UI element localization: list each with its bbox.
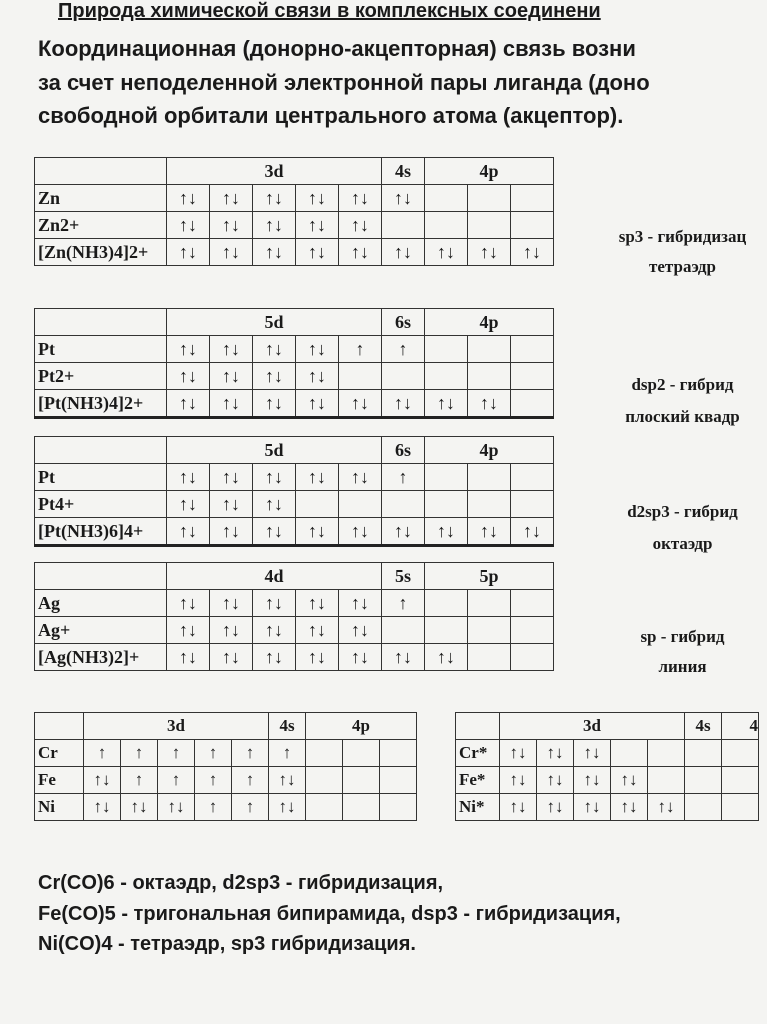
row-label: [Ag(NH3)2]+ [35,644,167,671]
summary-line-fe: Fe(CO)5 - тригональная бипирамида, dsp3 - гибридизация, [38,903,621,925]
orbital-cell: ↑↓ [84,794,121,821]
header-p: 5p [425,563,554,590]
header-p: 4p [425,158,554,185]
orbital-cell [511,491,554,518]
row-label: [Pt(NH3)6]4+ [35,518,167,546]
orbital-cell: ↑↓ [167,617,210,644]
orbital-cell: ↑ [232,794,269,821]
table-row [456,794,759,821]
orbital-cell: ↑↓ [574,794,611,821]
orbital-cell [382,491,425,518]
note-zn-1: sp3 - гибридизац [618,227,747,246]
orbital-cell [648,767,685,794]
intro-line-1: Координационная (донорно-акцепторная) связь возни [38,36,636,61]
orbital-cell [296,491,339,518]
orbital-cell [425,212,468,239]
table-header-row [35,713,417,740]
orbital-cell: ↑↓ [296,464,339,491]
table-row [35,491,554,518]
orbital-cell [511,390,554,418]
orbital-cell: ↑ [232,767,269,794]
row-label: Ag [35,590,167,617]
orbital-cell: ↑ [382,590,425,617]
orbital-cell [468,336,511,363]
table-row [35,518,554,546]
orbital-cell: ↑ [195,794,232,821]
orbital-cell: ↑↓ [339,590,382,617]
table-row [35,617,554,644]
orbital-cell [685,794,722,821]
row-label: Ni* [456,794,500,821]
orbital-cell: ↑↓ [648,794,685,821]
note-pt2-2: плоский квадр [625,407,740,426]
row-label: Ag+ [35,617,167,644]
note-ag-1: sp - гибрид [640,627,725,646]
orbital-cell: ↑↓ [339,518,382,546]
orbital-cell: ↑↓ [253,185,296,212]
orbital-cell: ↑↓ [84,767,121,794]
table-row [456,740,759,767]
orbital-cell: ↑↓ [511,518,554,546]
orbital-cell: ↑↓ [167,239,210,266]
row-label: Ni [35,794,84,821]
orbital-cell: ↑ [382,336,425,363]
orbital-cell: ↑ [121,740,158,767]
orbital-cell: ↑↓ [500,794,537,821]
orbital-cell: ↑ [121,767,158,794]
header-d: 3d [500,713,685,740]
table-header-row [456,713,759,740]
orbital-cell: ↑↓ [574,740,611,767]
header-s: 4s [269,713,306,740]
row-label: [Zn(NH3)4]2+ [35,239,167,266]
table-row [35,185,554,212]
row-label: Fe [35,767,84,794]
orbital-cell [511,590,554,617]
orbital-cell: ↑↓ [296,644,339,671]
orbital-cell: ↑↓ [339,390,382,418]
orbital-cell: ↑↓ [210,590,253,617]
orbital-cell: ↑↓ [296,590,339,617]
orbital-cell [306,794,343,821]
header-d: 5d [167,437,382,464]
orbital-cell: ↑↓ [253,464,296,491]
orbital-cell: ↑↓ [210,617,253,644]
table-row [35,767,417,794]
header-d: 3d [167,158,382,185]
orbital-cell [343,794,380,821]
orbital-cell: ↑↓ [425,644,468,671]
table-ag [34,562,554,671]
orbital-cell: ↑↓ [425,518,468,546]
orbital-cell [425,617,468,644]
orbital-cell: ↑ [158,740,195,767]
orbital-cell [380,740,417,767]
header-d: 5d [167,309,382,336]
header-d: 4d [167,563,382,590]
orbital-cell [468,617,511,644]
orbital-cell: ↑ [269,740,306,767]
table-pt2 [34,308,554,419]
orbital-cell: ↑↓ [210,185,253,212]
orbital-cell: ↑↓ [339,644,382,671]
orbital-cell: ↑ [195,767,232,794]
orbital-cell [306,740,343,767]
intro-line-2: за счет неподеленной электронной пары лиганда (доно [38,70,650,95]
orbital-cell: ↑↓ [253,518,296,546]
orbital-cell [468,363,511,390]
orbital-cell: ↑↓ [253,212,296,239]
orbital-cell: ↑↓ [382,644,425,671]
orbital-cell: ↑↓ [210,491,253,518]
table-row [35,464,554,491]
table-row [35,644,554,671]
orbital-cell [722,767,759,794]
table-row [35,390,554,418]
orbital-cell: ↑↓ [167,491,210,518]
orbital-cell: ↑↓ [339,464,382,491]
orbital-cell [511,464,554,491]
page-title: Природа химической связи в комплексных соединени [58,0,601,22]
orbital-cell: ↑↓ [339,239,382,266]
row-label: Cr* [456,740,500,767]
orbital-cell [511,212,554,239]
orbital-cell: ↑↓ [339,212,382,239]
orbital-cell: ↑↓ [210,239,253,266]
orbital-cell: ↑↓ [296,518,339,546]
orbital-cell [468,644,511,671]
orbital-cell: ↑↓ [210,464,253,491]
table-header-row [35,437,554,464]
row-label: Pt2+ [35,363,167,390]
orbital-cell: ↑↓ [269,794,306,821]
orbital-cell [685,740,722,767]
orbital-cell [382,363,425,390]
orbital-cell: ↑↓ [511,239,554,266]
orbital-cell [425,185,468,212]
orbital-cell: ↑↓ [253,491,296,518]
row-label: Zn2+ [35,212,167,239]
orbital-cell: ↑↓ [167,644,210,671]
orbital-cell: ↑↓ [382,390,425,418]
orbital-cell [611,740,648,767]
orbital-cell: ↑↓ [167,336,210,363]
orbital-cell [425,464,468,491]
orbital-cell: ↑↓ [468,239,511,266]
orbital-cell: ↑↓ [253,644,296,671]
table-row [35,740,417,767]
orbital-cell: ↑↓ [296,336,339,363]
orbital-cell [511,363,554,390]
orbital-cell [511,617,554,644]
orbital-cell: ↑↓ [574,767,611,794]
table-header-row [35,309,554,336]
orbital-cell: ↑↓ [500,740,537,767]
header-s: 4s [382,158,425,185]
orbital-cell [425,336,468,363]
table-header-row [35,563,554,590]
orbital-cell: ↑↓ [210,363,253,390]
table-excited-state [455,712,759,821]
orbital-cell: ↑↓ [253,336,296,363]
header-s: 4s [685,713,722,740]
header-s: 6s [382,437,425,464]
orbital-cell: ↑↓ [167,363,210,390]
orbital-cell: ↑↓ [210,644,253,671]
orbital-cell: ↑↓ [382,185,425,212]
orbital-cell: ↑↓ [121,794,158,821]
row-label: Zn [35,185,167,212]
note-zn-2: тетраэдр [649,257,716,276]
orbital-cell [648,740,685,767]
orbital-cell: ↑↓ [296,617,339,644]
orbital-cell: ↑ [339,336,382,363]
orbital-cell [425,491,468,518]
orbital-cell: ↑↓ [425,239,468,266]
table-row [35,363,554,390]
orbital-cell: ↑↓ [296,239,339,266]
orbital-cell: ↑↓ [167,464,210,491]
orbital-cell: ↑↓ [269,767,306,794]
orbital-cell: ↑↓ [253,617,296,644]
header-p: 4p [425,437,554,464]
intro-line-3: свободной орбитали центрального атома (акцептор). [38,103,624,128]
orbital-cell: ↑ [195,740,232,767]
orbital-cell: ↑↓ [468,518,511,546]
table-row [35,336,554,363]
orbital-cell: ↑↓ [210,336,253,363]
table-row [456,767,759,794]
orbital-cell: ↑↓ [339,185,382,212]
orbital-cell: ↑↓ [167,212,210,239]
orbital-cell: ↑↓ [167,390,210,418]
table-pt4 [34,436,554,547]
header-s: 6s [382,309,425,336]
table-row [35,239,554,266]
orbital-cell: ↑↓ [468,390,511,418]
note-pt4-2: октаэдр [652,534,713,553]
orbital-cell [468,491,511,518]
table-ground-state [34,712,417,821]
orbital-cell: ↑↓ [253,390,296,418]
orbital-cell [722,740,759,767]
orbital-cell: ↑↓ [611,794,648,821]
orbital-cell [339,363,382,390]
orbital-cell [380,767,417,794]
orbital-cell: ↑↓ [158,794,195,821]
orbital-cell: ↑↓ [296,212,339,239]
orbital-cell [511,336,554,363]
orbital-cell: ↑ [84,740,121,767]
orbital-cell [382,617,425,644]
row-label: Pt [35,336,167,363]
summary-line-ni: Ni(CO)4 - тетраэдр, sp3 гибридизация. [38,933,416,955]
orbital-cell: ↑↓ [296,363,339,390]
orbital-cell: ↑ [232,740,269,767]
orbital-cell [511,644,554,671]
orbital-cell [425,363,468,390]
orbital-cell: ↑↓ [253,590,296,617]
header-p: 4p [306,713,417,740]
orbital-cell [511,185,554,212]
note-pt2-1: dsp2 - гибрид [631,375,734,394]
row-label: Pt4+ [35,491,167,518]
orbital-cell [468,185,511,212]
orbital-cell [425,590,468,617]
header-s: 5s [382,563,425,590]
orbital-cell [722,794,759,821]
orbital-cell: ↑ [382,464,425,491]
orbital-cell: ↑↓ [500,767,537,794]
row-label: Cr [35,740,84,767]
orbital-cell: ↑↓ [253,363,296,390]
summary-line-cr: Cr(CO)6 - октаэдр, d2sp3 - гибридизация, [38,872,444,894]
table-row [35,794,417,821]
orbital-cell [339,491,382,518]
orbital-cell [306,767,343,794]
orbital-cell: ↑↓ [537,794,574,821]
header-d: 3d [84,713,269,740]
orbital-cell [468,212,511,239]
table-zn [34,157,554,266]
row-label: [Pt(NH3)4]2+ [35,390,167,418]
orbital-cell: ↑↓ [382,518,425,546]
orbital-cell: ↑↓ [339,617,382,644]
table-header-row [35,158,554,185]
orbital-cell: ↑↓ [210,212,253,239]
row-label: Pt [35,464,167,491]
header-p: 4 [722,713,759,740]
orbital-cell [343,767,380,794]
orbital-cell: ↑↓ [537,740,574,767]
orbital-cell: ↑↓ [296,390,339,418]
orbital-cell: ↑↓ [382,239,425,266]
note-ag-2: линия [658,657,707,676]
orbital-cell [380,794,417,821]
row-label: Fe* [456,767,500,794]
orbital-cell [468,590,511,617]
orbital-cell: ↑↓ [210,390,253,418]
orbital-cell: ↑↓ [167,590,210,617]
orbital-cell: ↑↓ [425,390,468,418]
orbital-cell: ↑↓ [253,239,296,266]
orbital-cell: ↑↓ [210,518,253,546]
orbital-cell: ↑↓ [537,767,574,794]
orbital-cell [685,767,722,794]
header-p: 4p [425,309,554,336]
orbital-cell: ↑↓ [167,185,210,212]
orbital-cell [382,212,425,239]
table-row [35,590,554,617]
note-pt4-1: d2sp3 - гибрид [627,502,738,521]
orbital-cell: ↑↓ [296,185,339,212]
table-row [35,212,554,239]
orbital-cell [343,740,380,767]
orbital-cell: ↑ [158,767,195,794]
orbital-cell: ↑↓ [167,518,210,546]
excited-table-clip [455,712,767,821]
orbital-cell [468,464,511,491]
orbital-cell: ↑↓ [611,767,648,794]
